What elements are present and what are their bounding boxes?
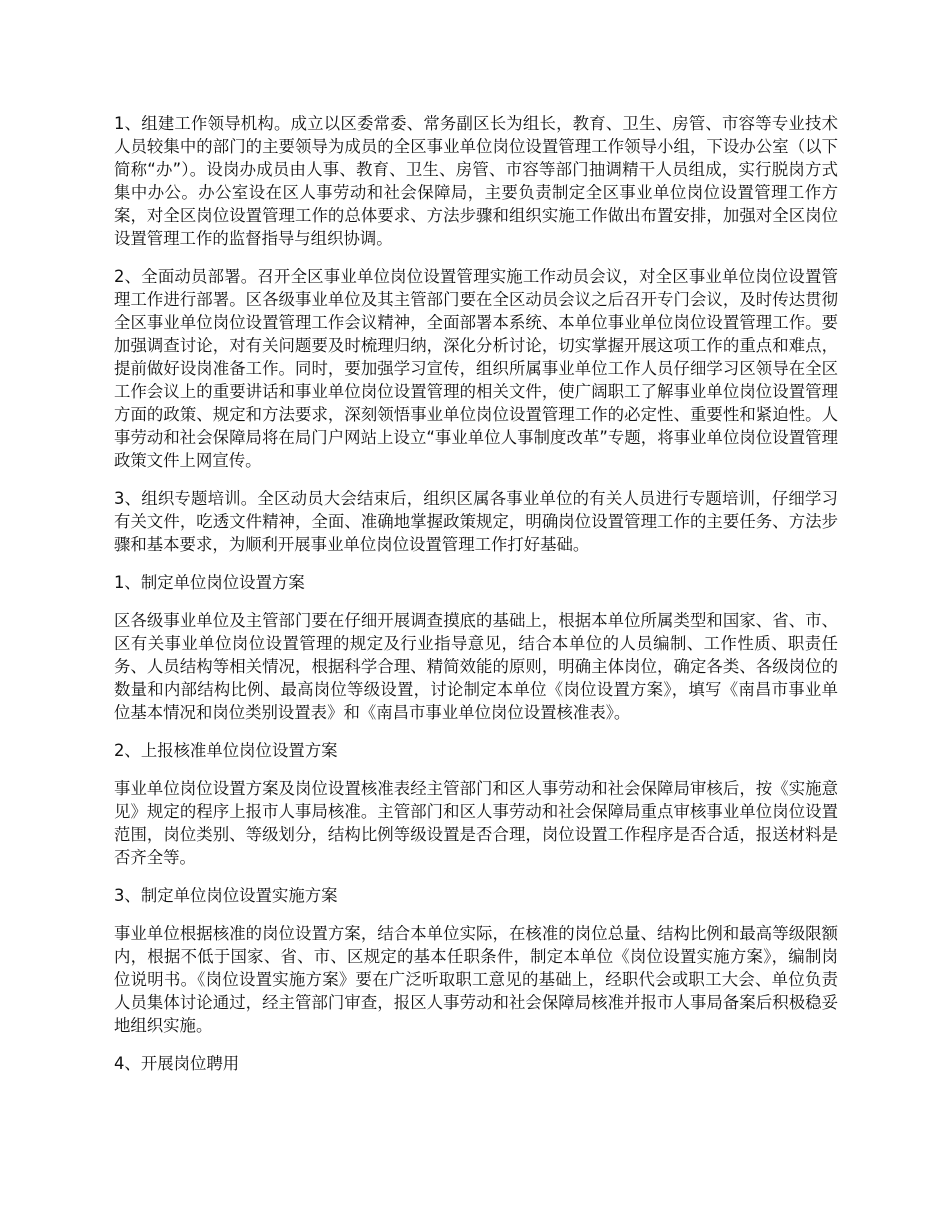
paragraph-mobilization-deployment: 2、全面动员部署。召开全区事业单位岗位设置管理实施工作动员会议，对全区事业单位岗位设置管理工作进行部署。区各级事业单位及其主管部门要在全区动员会议之后召开专门会议，及时传达贯彻全区事业单位岗位设置管理工作会议精神，全面部署本系统、本单位事业单位岗位设置管理工作。要加强调查讨论，对有关问题要及时梳理归纳，深化分析讨论，切实掌握开展这项工作的重点和难点，提前做好设岗准备工作。同时，要加强学习宣传，组织所属事业单位工作人员仔细学习区领导在全区工作会议上的重要讲话和事业单位岗位设置管理的相关文件，使广阔职工了解事业单位岗位设置管理方面的政策、规定和方法要求，深刻领悟事业单位岗位设置管理工作的必定性、重要性和紧迫性。人事劳动和社会保障局将在局门户网站上设立“事业单位人事制度改革”专题，将事业单位岗位设置管理政策文件上网宣传。 (114, 267, 838, 470)
paragraph-leadership-organization: 1、组建工作领导机构。成立以区委常委、常务副区长为组长，教育、卫生、房管、市容等专业技术人员较集中的部门的主要领导为成员的全区事业单位岗位设置管理工作领导小组，下设办公室（以下简称“办”）。设岗办成员由人事、教育、卫生、房管、市容等部门抽调精干人员组成，实行脱岗方式集中办公。办公室设在区人事劳动和社会保障局，主要负责制定全区事业单位岗位设置管理工作方案，对全区岗位设置管理工作的总体要求、方法步骤和组织实施工作做出布置安排，加强对全区岗位设置管理工作的监督指导与组织协调。 (114, 114, 838, 248)
paragraph-report-approval: 事业单位岗位设置方案及岗位设置核准表经主管部门和区人事劳动和社会保障局审核后，按《实施意见》规定的程序上报市人事局核准。主管部门和区人事劳动和社会保障局重点审核事业单位岗位设置范围，岗位类别、等级划分，结构比例等级设置是否合理，岗位设置工作程序是否合适，报送材料是否齐全等。 (114, 779, 838, 867)
paragraph-formulate-plan: 区各级事业单位及主管部门要在仔细开展调查摸底的基础上，根据本单位所属类型和国家、省、市、区有关事业单位岗位设置管理的规定及行业指导意见，结合本单位的人员编制、工作性质、职责任务、人员结构等相关情况，根据科学合理、精简效能的原则，明确主体岗位，确定各类、各级岗位的数量和内部结构比例、最高岗位等级设置，讨论制定本单位《岗位设置方案》，填写《南昌市事业单位基本情况和岗位类别设置表》和《南昌市事业单位岗位设置核准表》。 (114, 611, 838, 722)
heading-report-approval: 2、上报核准单位岗位设置方案 (114, 741, 338, 760)
heading-implementation-plan: 3、制定单位岗位设置实施方案 (114, 886, 338, 905)
document-body (114, 112, 838, 1090)
paragraph-implementation-plan: 事业单位根据核准的岗位设置方案，结合本单位实际，在核准的岗位总量、结构比例和最高等级限额内，根据不低于国家、省、市、区规定的基本任职条件，制定本单位《岗位设置实施方案》，编制岗位说明书。《岗位设置实施方案》要在广泛听取职工意见的基础上，经职代会或职工大会、单位负责人员集体讨论通过，经主管部门审查，报区人事劳动和社会保障局核准并报市人事局备案后积极稳妥地组织实施。 (114, 924, 838, 1035)
paragraph-special-training: 3、组织专题培训。全区动员大会结束后，组织区属各事业单位的有关人员进行专题培训，仔细学习有关文件，吃透文件精神，全面、准确地掌握政策规定，明确岗位设置管理工作的主要任务、方法步骤和基本要求，为顺利开展事业单位岗位设置管理工作打好基础。 (114, 489, 838, 554)
heading-formulate-plan: 1、制定单位岗位设置方案 (114, 573, 305, 592)
heading-job-appointment: 4、开展岗位聘用 (114, 1054, 240, 1073)
